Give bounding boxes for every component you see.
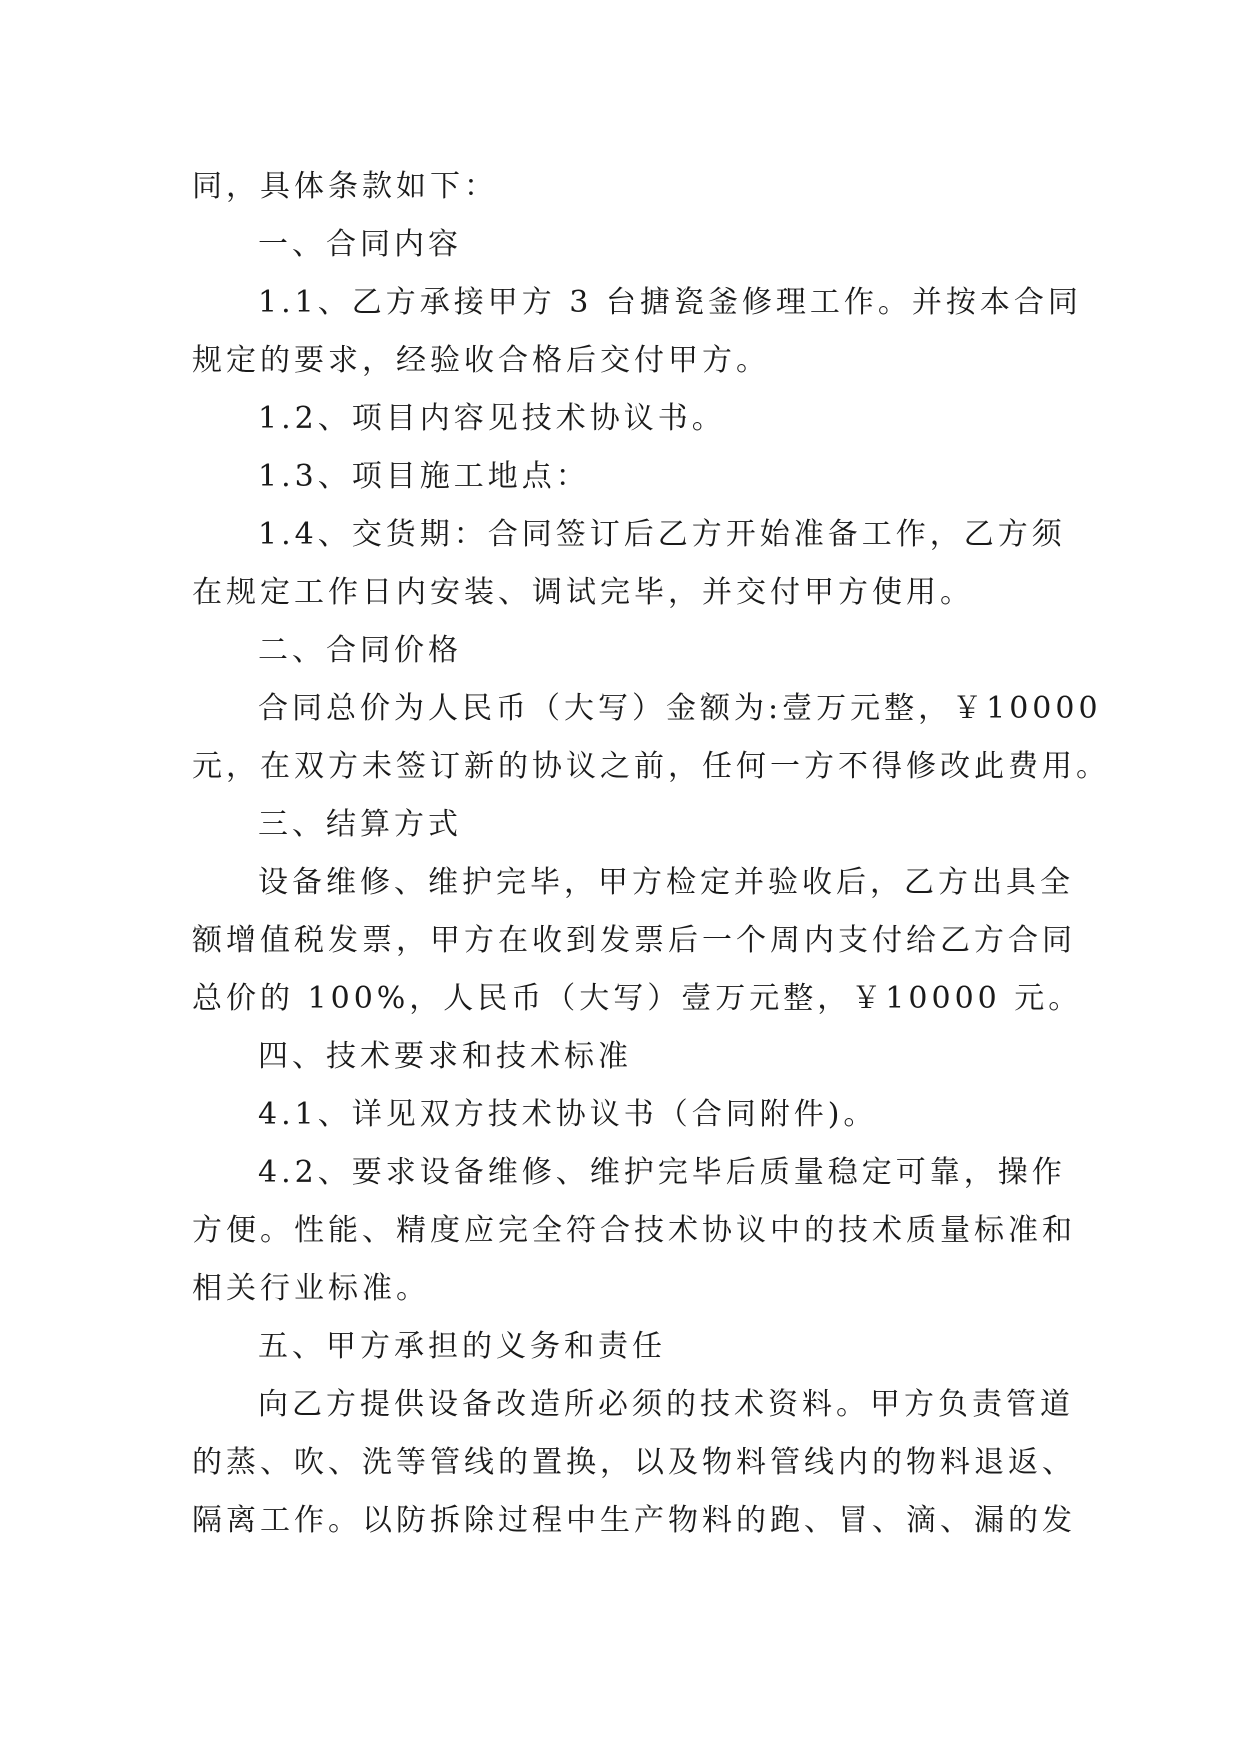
text-line: 元，在双方未签订新的协议之前，任何一方不得修改此费用。 [192, 749, 1110, 784]
text-line: 在规定工作日内安装、调试完毕，并交付甲方使用。 [192, 575, 974, 610]
text-line: 1.2、项目内容见技术协议书。 [258, 401, 726, 436]
text-line: 隔离工作。以防拆除过程中生产物料的跑、冒、滴、漏的发 [192, 1503, 1076, 1538]
section-heading-party-a-obligations: 五、甲方承担的义务和责任 [258, 1329, 666, 1364]
section-heading-settlement: 三、结算方式 [258, 807, 462, 842]
text-line: 额增值税发票，甲方在收到发票后一个周内支付给乙方合同 [192, 923, 1076, 958]
text-line: 总价的 100%，人民币（大写）壹万元整，￥10000 元。 [192, 981, 1083, 1016]
text-line: 向乙方提供设备改造所必须的技术资料。甲方负责管道 [258, 1387, 1074, 1422]
text-line: 1.4、交货期：合同签订后乙方开始准备工作，乙方须 [258, 517, 1066, 552]
text-line: 合同总价为人民币（大写）金额为:壹万元整，￥10000 [258, 691, 1102, 726]
text-line: 的蒸、吹、洗等管线的置换，以及物料管线内的物料退返、 [192, 1445, 1076, 1480]
section-heading-contract-content: 一、合同内容 [258, 227, 462, 262]
text-line: 规定的要求，经验收合格后交付甲方。 [192, 343, 770, 378]
section-heading-technical-requirements: 四、技术要求和技术标准 [258, 1039, 632, 1074]
text-line: 设备维修、维护完毕，甲方检定并验收后，乙方出具全 [258, 865, 1074, 900]
text-line: 同，具体条款如下： [192, 169, 498, 204]
text-line: 4.1、详见双方技术协议书（合同附件)。 [258, 1097, 878, 1132]
text-line: 1.3、项目施工地点： [258, 459, 590, 494]
text-line: 1.1、乙方承接甲方 3 台搪瓷釜修理工作。并按本合同 [258, 285, 1082, 320]
text-line: 方便。性能、精度应完全符合技术协议中的技术质量标准和 [192, 1213, 1076, 1248]
section-heading-contract-price: 二、合同价格 [258, 633, 462, 668]
text-line: 相关行业标准。 [192, 1271, 430, 1306]
contract-body-text [192, 158, 1110, 1550]
text-line: 4.2、要求设备维修、维护完毕后质量稳定可靠，操作 [258, 1155, 1066, 1190]
